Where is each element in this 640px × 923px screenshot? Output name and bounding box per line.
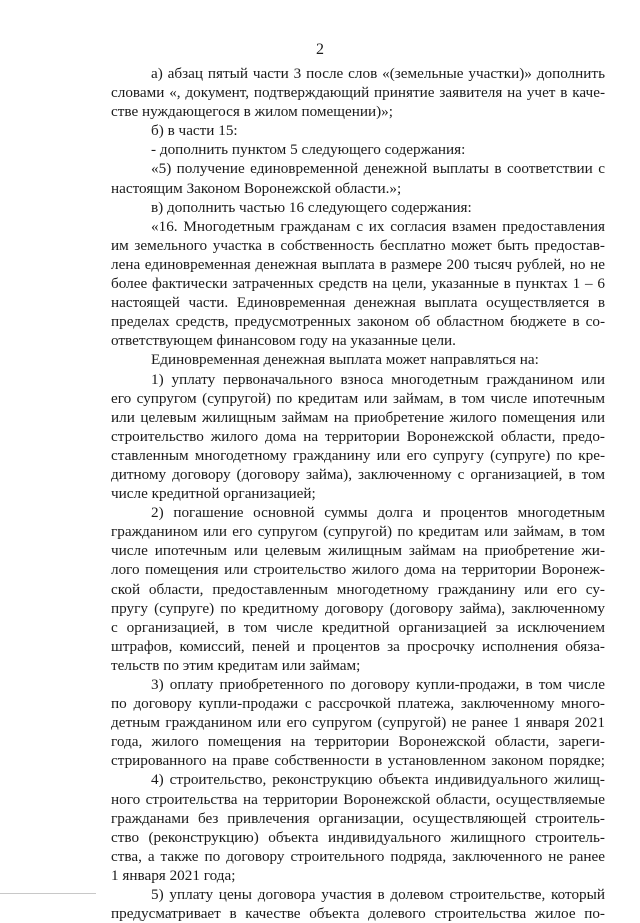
text-line: 1 января 2021 года; <box>111 866 236 884</box>
text-line: 3) оплату приобретенного по договору купли-продажи, в том числе <box>151 676 605 693</box>
text-line: или целевым жилищным займам на приобретение жилого помещения или <box>111 408 605 426</box>
text-line: числе ипотечным или целевым жилищным займам на приобретение жи- <box>111 542 605 560</box>
text-line: ство (реконструкцию) объекта индивидуального жилищного строитель- <box>111 828 605 846</box>
text-line: - дополнить пунктом 5 следующего содержания: <box>151 141 466 159</box>
text-line: дитному договору (договору займа), заключенному с организацией, в том <box>111 465 605 483</box>
text-line: настоящей части. Единовременная денежная выплата осуществляется в <box>111 294 605 312</box>
text-line: по договору купли-продажи с рассрочкой платежа, заключенному много- <box>111 695 605 713</box>
text-line: ства, а также по договору строительного подряда, заключенного не ранее <box>111 847 605 865</box>
text-line: настоящим Законом Воронежской области.»; <box>111 179 402 197</box>
text-line: ской области, предоставленным многодетному гражданину или его су- <box>111 580 605 598</box>
text-line: пругу (супруге) по кредитному договору (договору займа), заключенному <box>111 599 605 617</box>
text-line: 1) уплату первоначального взноса многодетным гражданином или <box>151 370 605 388</box>
text-line: лого помещения или строительство жилого дома на территории Воронеж- <box>111 561 605 579</box>
text-line: б) в части 15: <box>151 122 238 140</box>
scan-edge-line <box>0 893 96 894</box>
text-line: в) дополнить частью 16 следующего содержания: <box>151 198 472 216</box>
page-number: 2 <box>316 41 324 58</box>
document-body <box>111 64 605 923</box>
text-line: 4) строительство, реконструкцию объекта индивидуального жилищ- <box>151 771 605 789</box>
text-line: «5) получение единовременной денежной выплаты в соответствии с <box>151 160 605 178</box>
text-line: ставленным многодетному гражданину или его супругу (супруге) по кре- <box>111 446 605 464</box>
text-line: 5) уплату цены договора участия в долевом строительстве, который <box>151 886 605 904</box>
text-line: более фактически затраченных средств на цели, указанные в пунктах 1 – 6 <box>111 275 605 293</box>
text-line: а) абзац пятый части 3 после слов «(земельные участки)» дополнить <box>151 65 605 82</box>
text-line: с организацией, в том числе кредитной организацией за исключением <box>111 618 605 636</box>
text-line: его супругом (супругой) по кредитам или займам, в том числе ипотечным <box>111 389 605 407</box>
text-line: Единовременная денежная выплата может направляться на: <box>151 351 539 369</box>
text-line: года, жилого помещения на территории Воронежской области, зареги- <box>111 733 605 751</box>
text-line: 2) погашение основной суммы долга и процентов многодетным <box>151 504 605 522</box>
text-line: лена единовременная денежная выплата в размере 200 тысяч рублей, но не <box>111 255 605 273</box>
text-line: штрафов, комиссий, пеней и процентов за просрочку исполнения обяза- <box>111 637 605 655</box>
text-line: пределах средств, предусмотренных законом об областном бюджете в со- <box>111 313 605 331</box>
text-line: гражданами без привлечения организации, осуществляющей строитель- <box>111 809 605 827</box>
text-line: ного строительства на территории Воронежской области, осуществляемые <box>111 790 605 808</box>
text-line: гражданином или его супругом (супругой) по кредитам или займам, в том <box>111 523 605 541</box>
text-line: «16. Многодетным гражданам с их согласия взамен предоставления <box>151 217 605 235</box>
text-line: словами «, документ, подтверждающий принятие заявителя на учет в каче- <box>111 84 605 102</box>
text-line: ответствующем финансовом году на указанные цели. <box>111 332 456 350</box>
text-line: им земельного участка в собственность бесплатно может быть предостав- <box>111 236 605 254</box>
text-line: числе кредитной организацией; <box>111 485 316 503</box>
text-line: стве нуждающегося в жилом помещении)»; <box>111 103 393 121</box>
text-line: предусматривает в качестве объекта долевого строительства жилое по- <box>111 905 605 923</box>
text-line: детным гражданином или его супругом (супругой) не ранее 1 января 2021 <box>111 714 605 732</box>
text-line: тельств по этим кредитам или займам; <box>111 656 361 674</box>
text-line: строительство жилого дома на территории Воронежской области, предо- <box>111 427 605 445</box>
text-line: стрированного на праве собственности в установленном законом порядке; <box>111 752 605 770</box>
